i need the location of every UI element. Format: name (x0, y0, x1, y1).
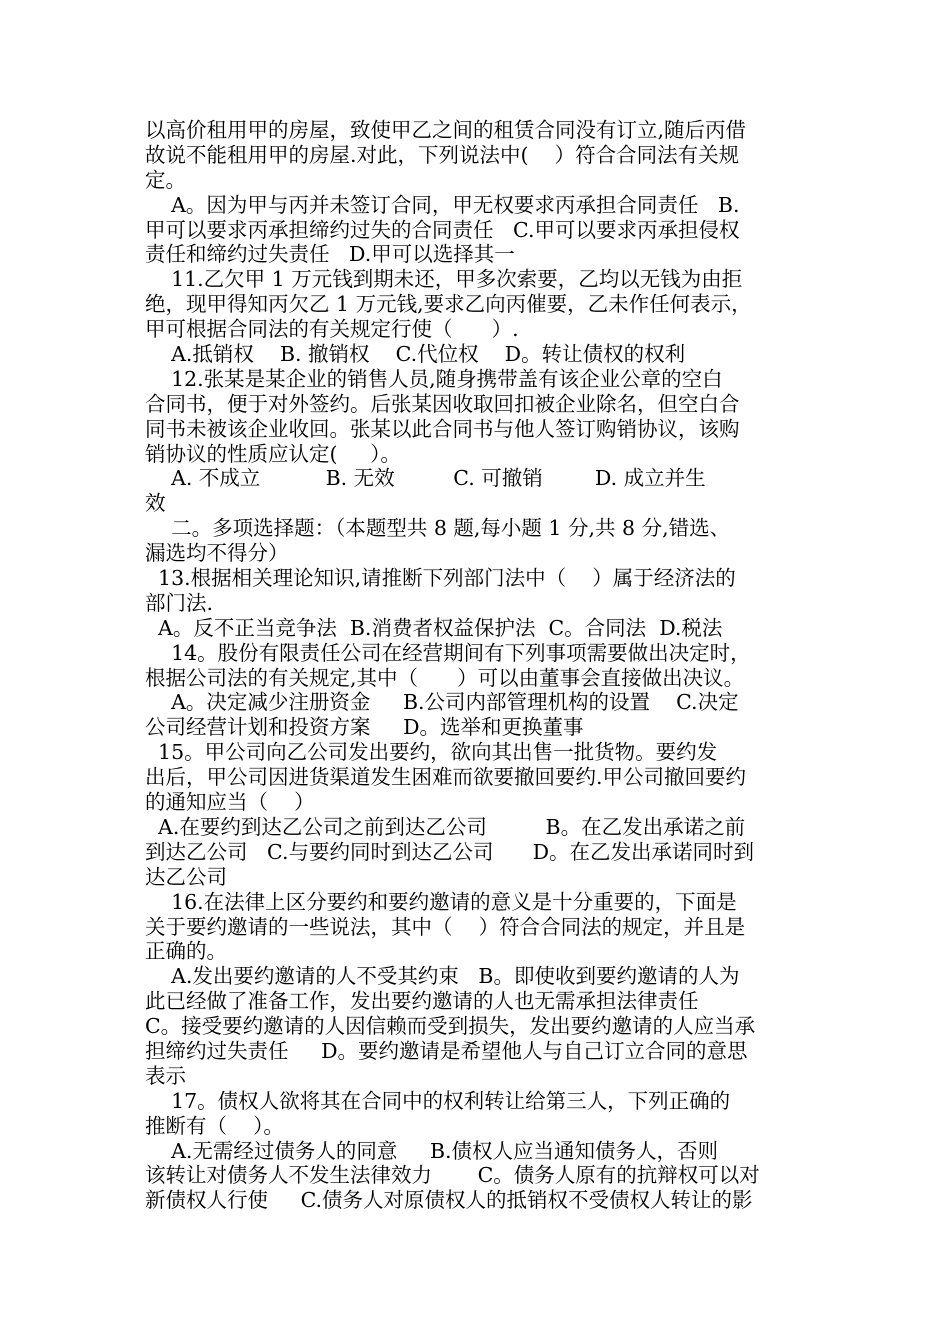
text-line: 17。债权人欲将其在合同中的权利转让给第三人，下列正确的 (145, 1088, 731, 1113)
text-line: 根据公司法的有关规定,其中（ ）可以由董事会直接做出决议。 (145, 665, 745, 690)
text-line: 16.在法律上区分要约和要约邀请的意义是十分重要的，下面是 (145, 889, 737, 914)
text-line: A.在要约到达乙公司之前到达乙公司 B。在乙发出承诺之前 (145, 814, 746, 839)
text-line: A. 不成立 B. 无效 C. 可撤销 D. 成立并生 (145, 466, 706, 491)
text-line: 推断有（ ）。 (145, 1113, 284, 1138)
text-line: 14。股份有限责任公司在经营期间有下列事项需要做出决定时， (145, 640, 751, 665)
text-line: 责任和缔约过失责任 D.甲可以选择其一 (145, 242, 515, 267)
text-line: 12.张某是某企业的销售人员,随身携带盖有该企业公章的空白 (145, 366, 723, 391)
text-line: 该转让对债务人不发生法律效力 C。债务人原有的抗辩权可以对 (145, 1163, 760, 1188)
text-line: 此已经做了准备工作，发出要约邀请的人也无需承担法律责任 (145, 989, 699, 1014)
text-line: 公司经营计划和投资方案 D。选举和更换董事 (145, 715, 584, 740)
text-line: C。接受要约邀请的人因信赖而受到损失，发出要约邀请的人应当承 (145, 1014, 756, 1039)
text-line: 15。甲公司向乙公司发出要约，欲向其出售一批货物。要约发 (145, 740, 718, 765)
text-line: 正确的。 (145, 939, 227, 964)
text-line: 甲可根据合同法的有关规定行使（ ）. (145, 317, 519, 342)
text-line: A。决定减少注册资金 B.公司内部管理机构的设置 C.决定 (145, 690, 739, 715)
text-line: 担缔约过失责任 D。要约邀请是希望他人与自己订立合同的意思 (145, 1038, 748, 1063)
text-line: 定。 (145, 167, 186, 192)
document-body (145, 118, 813, 1213)
text-line: A。反不正当竞争法 B.消费者权益保护法 C。合同法 D.税法 (145, 615, 723, 640)
text-line: 到达乙公司 C.与要约同时到达乙公司 D。在乙发出承诺同时到 (145, 839, 755, 864)
text-line: A.抵销权 B. 撤销权 C.代位权 D。转让债权的权利 (145, 342, 686, 367)
text-line: 故说不能租用甲的房屋.对此，下列说法中( ）符合合同法有关规 (145, 142, 740, 167)
text-line: 以高价租用甲的房屋，致使甲乙之间的租赁合同没有订立,随后丙借 (145, 118, 747, 142)
text-line: 新债权人行使 C.债务人对原债权人的抵销权不受债权人转让的影 (145, 1188, 753, 1213)
text-line: 二。多项选择题：（本题型共 8 题,每小题 1 分,共 8 分,错选、 (145, 516, 731, 541)
text-line: 同书未被该企业收回。张某以此合同书与他人签订购销协议，该购 (145, 416, 740, 441)
text-line: 漏选均不得分） (145, 541, 289, 566)
text-line: 11.乙欠甲 1 万元钱到期未还，甲多次索要，乙均以无钱为由拒 (145, 267, 743, 292)
text-line: 销协议的性质应认定( ）。 (145, 441, 401, 466)
text-line: 表示 (145, 1063, 186, 1088)
text-line: 效 (145, 491, 166, 516)
text-line: 关于要约邀请的一些说法，其中（ ）符合合同法的规定，并且是 (145, 914, 746, 939)
text-line: 甲可以要求丙承担缔约过失的合同责任 C.甲可以要求丙承担侵权 (145, 217, 740, 242)
text-line: A.无需经过债务人的同意 B.债权人应当通知债务人，否则 (145, 1138, 719, 1163)
text-line: 的通知应当（ ） (145, 790, 315, 815)
text-line: 绝，现甲得知丙欠乙 1 万元钱,要求乙向丙催要，乙未作任何表示， (145, 292, 752, 317)
text-line: 出后，甲公司因进货渠道发生困难而欲要撤回要约.甲公司撤回要约 (145, 765, 747, 790)
text-line: A。因为甲与丙并未签订合同，甲无权要求丙承担合同责任 B. (145, 192, 740, 217)
text-line: 合同书，便于对外签约。后张某因收取回扣被企业除名，但空白合 (145, 391, 740, 416)
text-line: 达乙公司 (145, 864, 227, 889)
text-line: A.发出要约邀请的人不受其约束 B。即使收到要约邀请的人为 (145, 964, 740, 989)
text-line: 部门法. (145, 590, 214, 615)
text-line: 13.根据相关理论知识,请推断下列部门法中（ ）属于经济法的 (145, 566, 736, 591)
